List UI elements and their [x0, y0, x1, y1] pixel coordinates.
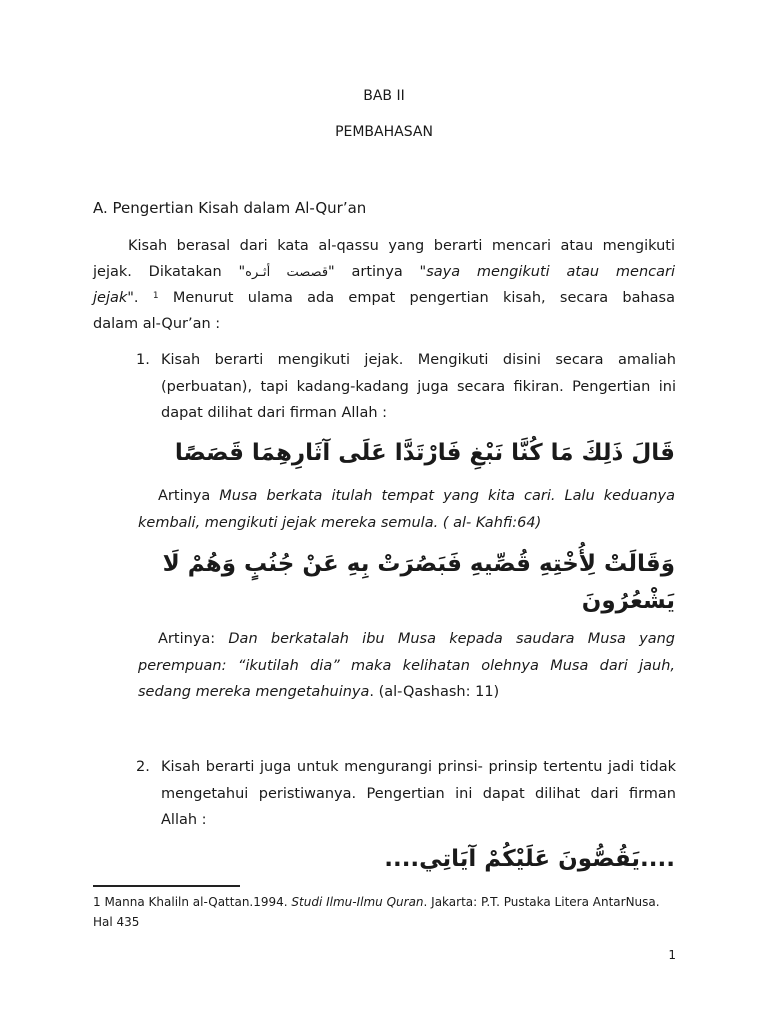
translation-2-prefix: Artinya:: [158, 631, 229, 647]
intro-arabic-phrase: قصصت أثـره: [245, 265, 329, 280]
intro-line-2-mid: " artinya ": [328, 264, 427, 280]
translation-2: [138, 626, 675, 706]
footnote-number: 1: [93, 895, 101, 909]
intro-line-4: dalam al-Qur’an :: [93, 316, 221, 332]
arabic-verse-1: قَالَ ذَلِكَ مَا كُنَّا نَبْغِ فَارْتَدَّا عَلَى آثَارِهِمَا قَصَصًا: [174, 440, 675, 466]
list-item-1-text: Kisah berarti mengikuti jejak. Mengikuti disini secara amaliah (perbuatan), tapi kadang-kadang juga secara fikiran. Pengertian ini dapat dilihat dari firman Allah :: [161, 352, 676, 421]
translation-1-italic: Musa berkata itulah tempat yang kita cari. Lalu keduanya kembali, mengikuti jejak mereka semula. ( al- Kahfi:64): [138, 488, 675, 531]
footnote-author-rest: n al-Qattan.1994.: [181, 895, 292, 909]
intro-line-3: [93, 285, 675, 312]
intro-line-3-quote: ".: [127, 290, 153, 306]
list-item-2: [136, 754, 676, 834]
intro-line-1: Kisah berasal dari kata al-qassu yang berarti mencari atau mengikuti: [128, 238, 675, 254]
chapter-label: BAB II: [363, 88, 405, 104]
footnote-separator: [93, 885, 240, 887]
list-item-2-text: Kisah berarti juga untuk mengurangi prinsi- prinsip tertentu jadi tidak mengetahui peristiwanya. Pengertian ini dapat dilihat dari firman Allah :: [161, 759, 676, 828]
translation-1: [138, 483, 675, 536]
intro-italic-1: saya mengikuti atau mencari: [426, 264, 675, 280]
footnote-ref[interactable]: 1: [152, 291, 159, 301]
section-heading: A. Pengertian Kisah dalam Al-Qur’an: [93, 199, 367, 217]
arabic-verse-2-line-1: وَقَالَتْ لِأُخْتِهِ قُصِّيهِ فَبَصُرَتْ بِهِ عَنْ جُنُبٍ وَهُمْ لَا: [162, 551, 675, 577]
footnote-1: [93, 892, 683, 932]
intro-line-2: [93, 259, 675, 287]
list-item-2-number: 2.: [136, 759, 150, 775]
translation-2-suffix: . (al-Qashash: 11): [369, 684, 500, 700]
chapter-title: PEMBAHASAN: [335, 124, 433, 140]
translation-1-prefix: Artinya: [158, 488, 220, 504]
intro-line-3-rest: Menurut ulama ada empat pengertian kisah, secara bahasa: [172, 290, 675, 306]
list-item-1-number: 1.: [136, 352, 150, 368]
page-number: 1: [668, 948, 676, 962]
arabic-verse-3: ....يَقُصُّونَ عَلَيْكُمْ آيَاتِي....: [384, 846, 675, 872]
footnote-author-pre: Manna Khalil: [100, 895, 182, 909]
translation-2-italic: Dan berkatalah ibu Musa kepada saudara Musa yang perempuan: “ikutilah dia” maka kelihatan olehnya Musa dari jauh, sedang mereka mengetahuinya: [138, 631, 675, 700]
list-item-1: [136, 347, 676, 427]
intro-italic-2: jejak: [93, 290, 128, 306]
intro-line-2-pre: jejak. Dikatakan ": [93, 264, 246, 280]
arabic-verse-2-line-2: يَشْعُرُونَ: [581, 588, 675, 614]
footnote-book-title: Studi Ilmu-Ilmu Quran: [291, 895, 424, 909]
footnote-publisher: . Jakarta: P.T. Pustaka Litera AntarNusa. Hal 435: [93, 895, 660, 929]
